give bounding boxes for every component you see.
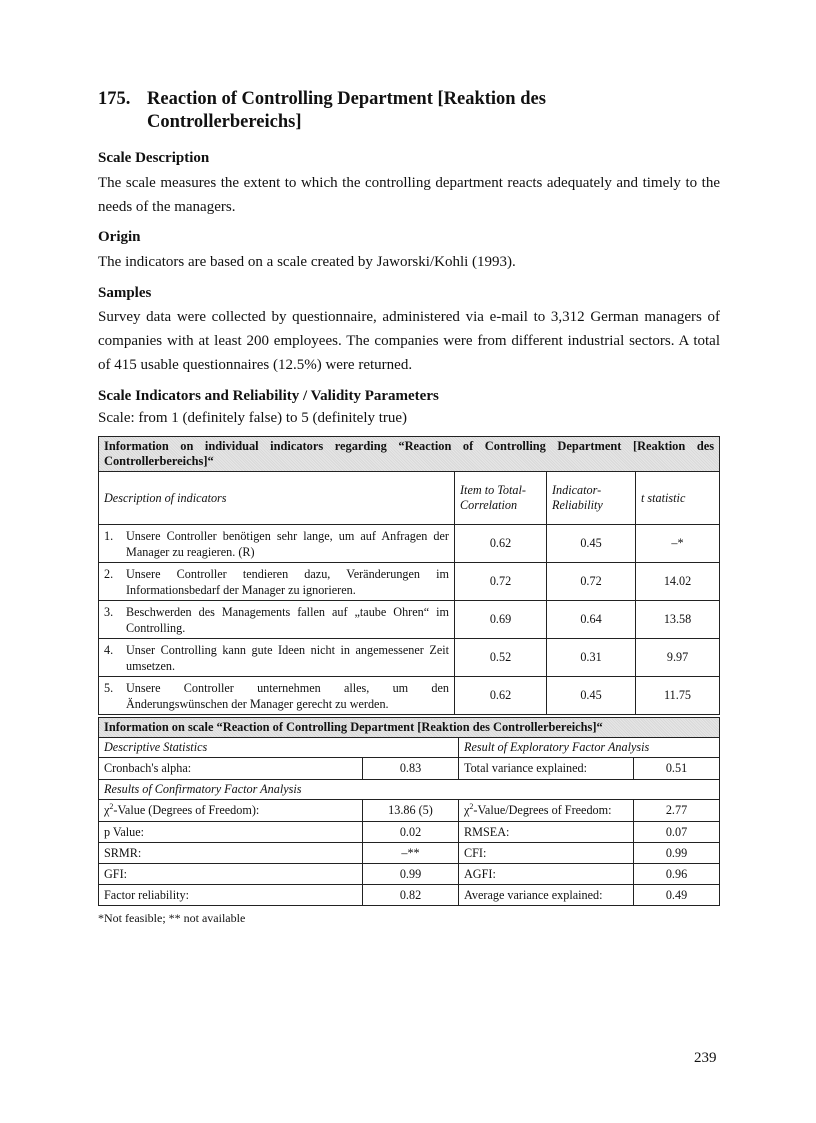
section-title: Reaction of Controlling Department [Reaktion des Controllerbereichs] — [147, 89, 546, 132]
col-t-statistic: t statistic — [636, 472, 720, 525]
stat-value: 0.49 — [634, 885, 720, 906]
stat-value: 0.99 — [634, 843, 720, 864]
stat-value: 0.99 — [363, 864, 459, 885]
indicator-table-header: Information on individual indicators regarding “Reaction of Controlling Department [Reaktion des Controllerbereichs]“ — [99, 437, 720, 472]
samples-heading: Samples — [98, 285, 152, 301]
stat-value: 0.02 — [363, 822, 459, 843]
row-text: Unsere Controller benötigen sehr lange, um auf Anfragen der Manager zu reagieren. (R) — [126, 528, 449, 559]
row-itc: 0.52 — [455, 639, 547, 677]
stat-value: 0.96 — [634, 864, 720, 885]
table-row — [99, 677, 720, 715]
table-row — [99, 563, 720, 601]
table-row — [99, 843, 720, 864]
descriptive-statistics-label: Descriptive Statistics — [99, 738, 459, 758]
row-t: 14.02 — [636, 563, 720, 601]
chi-df-value: 2.77 — [634, 800, 720, 822]
stat-value: 0.07 — [634, 822, 720, 843]
table-row — [99, 639, 720, 677]
chi-df-label: $\chi^2-Value$/Degrees of Freedom: — [459, 800, 634, 822]
row-number: 3. — [104, 604, 114, 619]
row-itc: 0.62 — [455, 525, 547, 563]
section-number: 175. — [98, 89, 131, 109]
row-number: 1. — [104, 528, 114, 543]
samples-text: Survey data were collected by questionnaire, administered via e-mail to 3,312 German managers of companies with at least 200 employees. The companies were from different industrial sectors. A total of 415 usable questionnaires (12.5%) were returned. — [98, 309, 720, 373]
origin-heading: Origin — [98, 229, 141, 245]
row-reliability: 0.31 — [547, 639, 636, 677]
scale-info-table — [98, 717, 720, 906]
col-indicator-reliability: Indicator-Reliability — [547, 472, 636, 525]
total-variance-value: 0.51 — [634, 758, 720, 780]
row-reliability: 0.64 — [547, 601, 636, 639]
chi-square-value: 13.86 (5) — [363, 800, 459, 822]
cronbach-value: 0.83 — [363, 758, 459, 780]
row-text: Unsere Controller unternehmen alles, um den Änderungswünschen der Manager gerecht zu werden. — [126, 680, 449, 711]
indicators-heading: Scale Indicators and Reliability / Validity Parameters — [98, 388, 439, 404]
stat-value: 0.82 — [363, 885, 459, 906]
chi-square-label: $\chi^2$-Value (Degrees of Freedom): — [99, 800, 363, 822]
row-reliability: 0.45 — [547, 677, 636, 715]
cronbach-label: Cronbach's alpha: — [99, 758, 363, 780]
row-t: 11.75 — [636, 677, 720, 715]
stat-label: RMSEA: — [459, 822, 634, 843]
row-text: Unser Controlling kann gute Ideen nicht in angemessener Zeit umsetzen. — [126, 642, 449, 673]
scale-description-text: The scale measures the extent to which the controlling department reacts adequately and timely to the needs of the managers. — [98, 175, 720, 215]
row-itc: 0.62 — [455, 677, 547, 715]
scale-description-heading: Scale Description — [98, 150, 210, 166]
row-t: 9.97 — [636, 639, 720, 677]
table-row — [99, 822, 720, 843]
scale-info-header: Information on scale “Reaction of Controlling Department [Reaktion des Controllerbereichs]“ — [99, 718, 720, 738]
row-number: 2. — [104, 566, 114, 581]
row-itc: 0.72 — [455, 563, 547, 601]
table-row — [99, 885, 720, 906]
stat-label: p Value: — [99, 822, 363, 843]
stat-label: GFI: — [99, 864, 363, 885]
scale-range-text: Scale: from 1 (definitely false) to 5 (definitely true) — [98, 410, 408, 426]
row-text: Unsere Controller tendieren dazu, Veränderungen im Informationsbedarf der Manager zu ignorieren. — [126, 566, 449, 597]
efa-label: Result of Exploratory Factor Analysis — [459, 738, 720, 758]
row-number: 5. — [104, 680, 114, 695]
row-t: 13.58 — [636, 601, 720, 639]
total-variance-label: Total variance explained: — [459, 758, 634, 780]
stat-label: CFI: — [459, 843, 634, 864]
row-reliability: 0.72 — [547, 563, 636, 601]
indicator-table — [98, 436, 720, 715]
col-description: Description of indicators — [99, 472, 455, 525]
table-row — [99, 525, 720, 563]
cfa-label: Results of Confirmatory Factor Analysis — [99, 780, 720, 800]
stat-label: Average variance explained: — [459, 885, 634, 906]
row-text: Beschwerden des Managements fallen auf „taube Ohren“ im Controlling. — [126, 604, 449, 635]
row-number: 4. — [104, 642, 114, 657]
page-number: 239 — [694, 1050, 717, 1066]
stat-value: –** — [363, 843, 459, 864]
row-reliability: 0.45 — [547, 525, 636, 563]
origin-text: The indicators are based on a scale created by Jaworski/Kohli (1993). — [98, 254, 516, 270]
col-item-total-correlation: Item to Total-Correlation — [455, 472, 547, 525]
row-itc: 0.69 — [455, 601, 547, 639]
stat-label: SRMR: — [99, 843, 363, 864]
table-row — [99, 601, 720, 639]
table-row — [99, 864, 720, 885]
footnote: *Not feasible; ** not available — [98, 911, 246, 925]
stat-label: Factor reliability: — [99, 885, 363, 906]
stat-label: AGFI: — [459, 864, 634, 885]
row-t: –* — [636, 525, 720, 563]
